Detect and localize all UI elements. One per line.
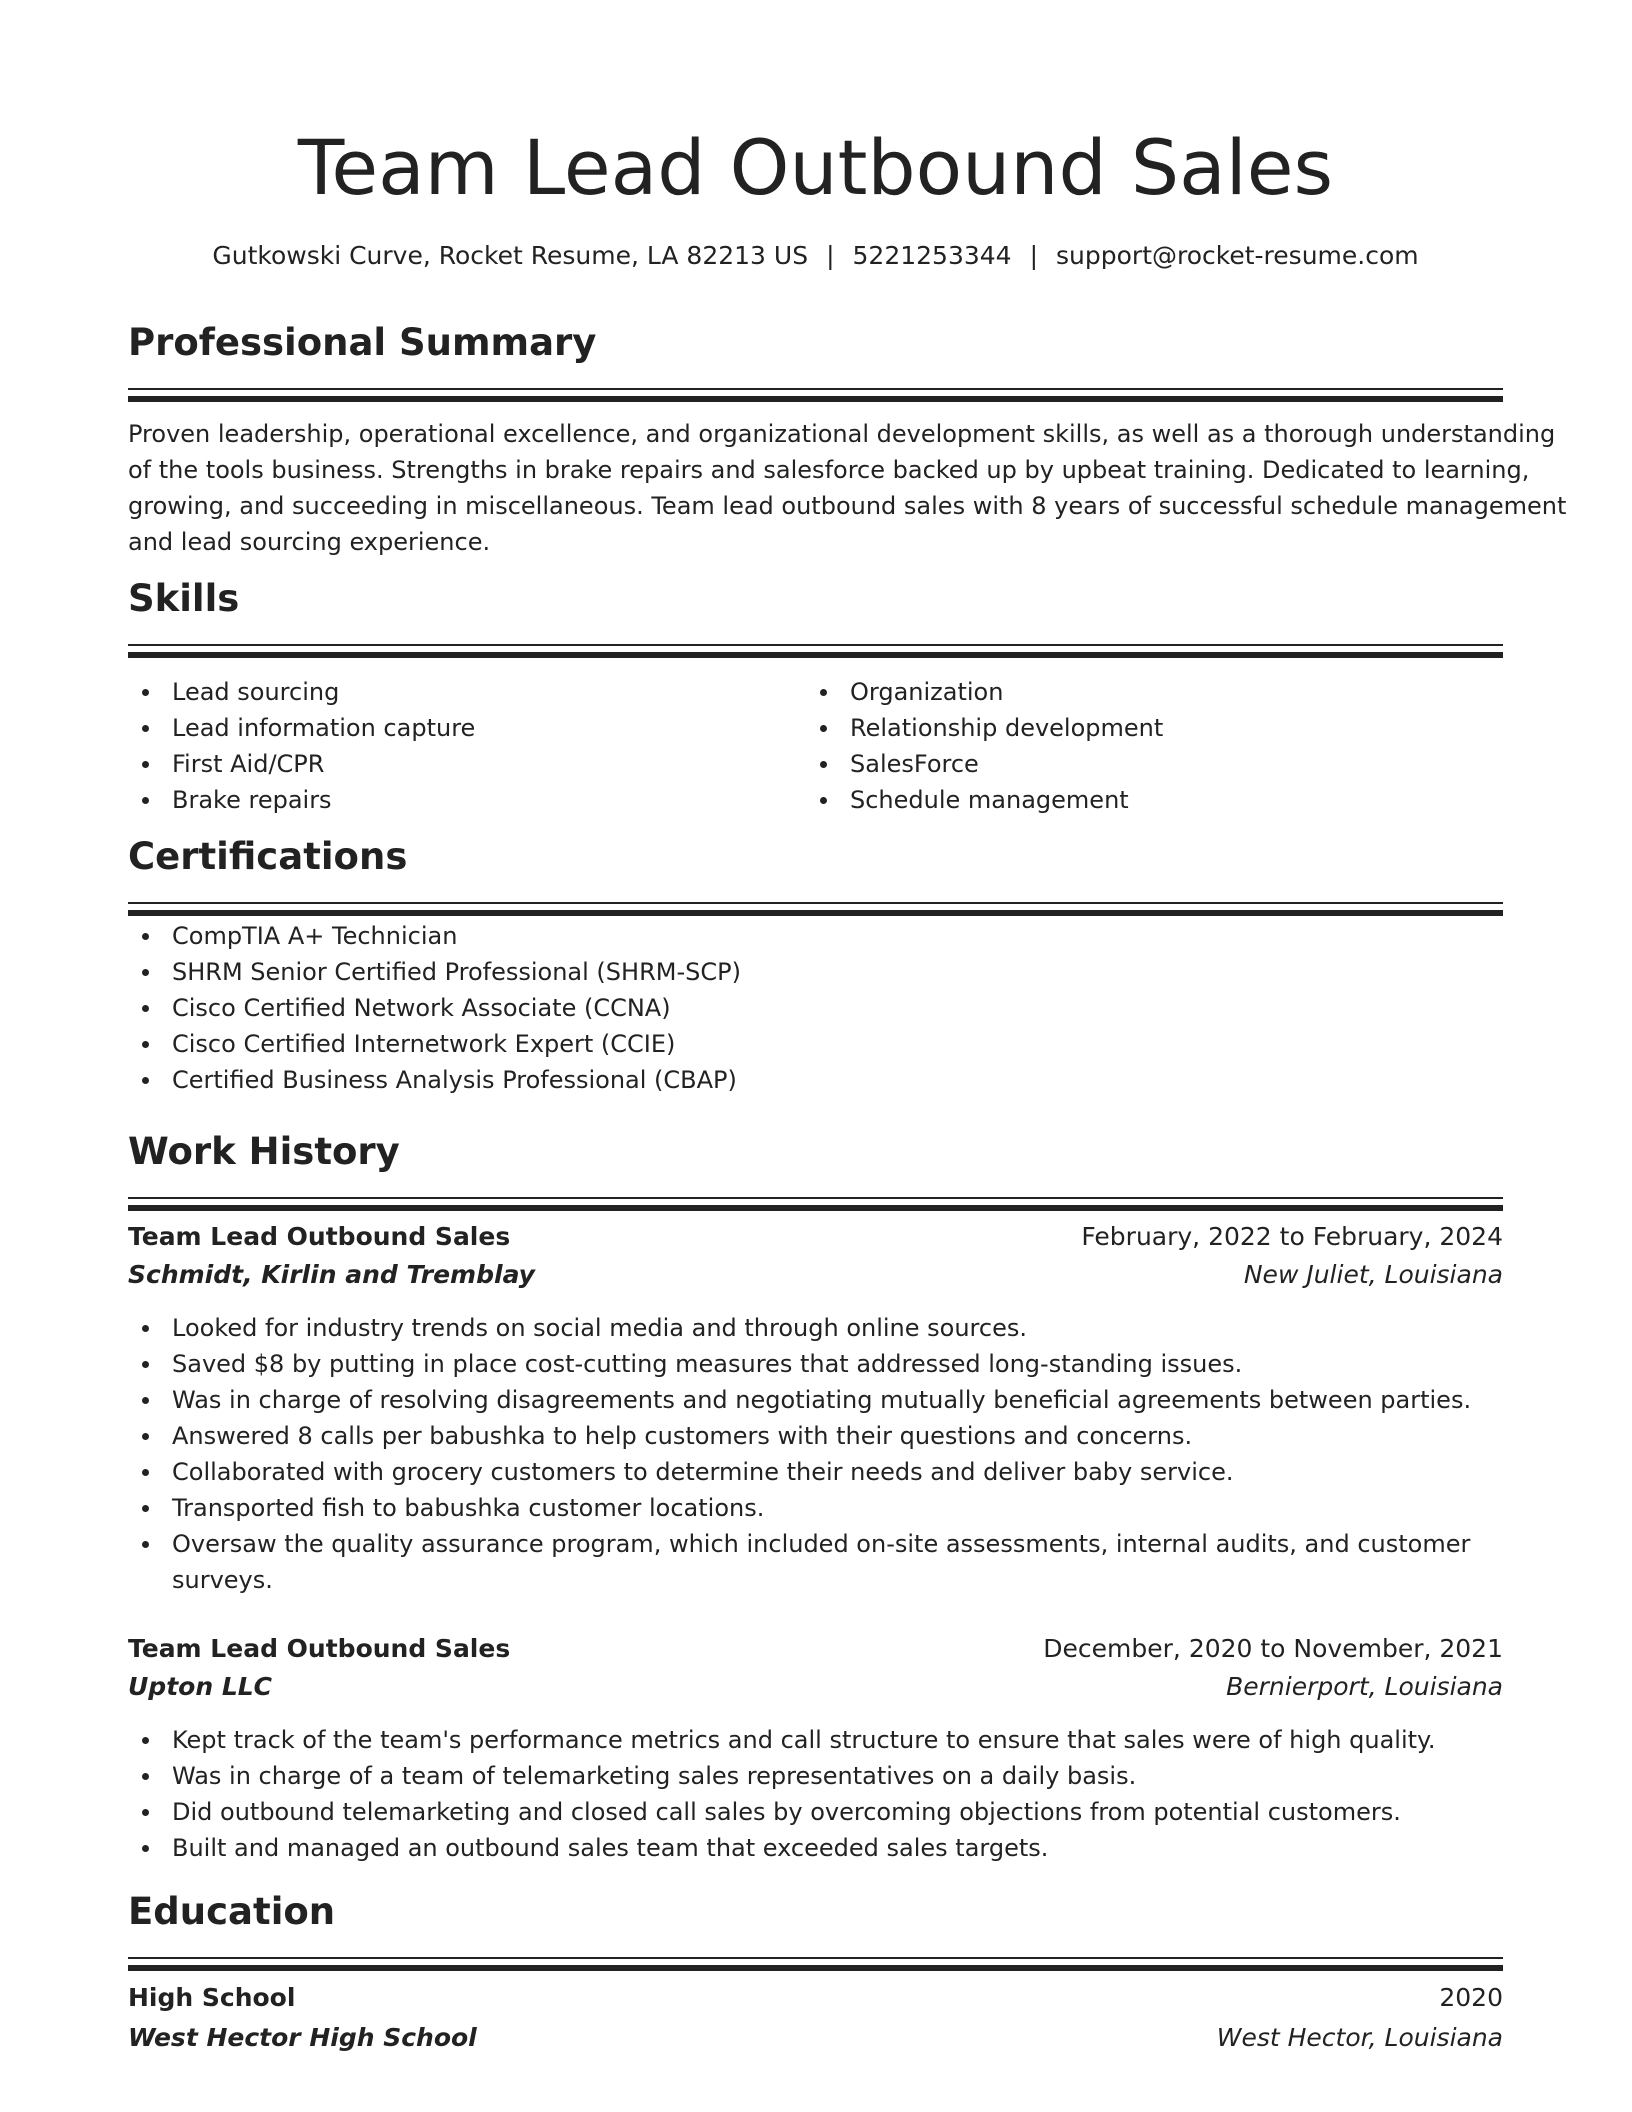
section-divider xyxy=(128,388,1503,404)
section-title: Certifications xyxy=(128,835,408,878)
duty-item: Built and managed an outbound sales team that exceeded sales targets. xyxy=(128,1830,1503,1866)
school-name: West Hector High School xyxy=(128,2023,477,2052)
skill-item: SalesForce xyxy=(806,746,1484,782)
skill-item: Lead sourcing xyxy=(128,674,806,710)
email: support@rocket-resume.com xyxy=(1056,241,1419,270)
summary-line: Proven leadership, operational excellence, and organizational development skills, as well as a thorough understanding xyxy=(128,420,1556,448)
duty-item: Was in charge of resolving disagreements and negotiating mutually beneficial agreements between parties. xyxy=(128,1382,1503,1418)
phone: 5221253344 xyxy=(852,241,1012,270)
job-entry xyxy=(128,1218,1503,1598)
skill-item: Organization xyxy=(806,674,1484,710)
duty-item: Looked for industry trends on social media and through online sources. xyxy=(128,1310,1503,1346)
section-divider xyxy=(128,902,1503,918)
job-dates: February, 2022 to February, 2024 xyxy=(1081,1222,1503,1251)
section-title: Skills xyxy=(128,577,240,620)
employer: Schmidt, Kirlin and Tremblay xyxy=(128,1260,535,1289)
job-duties xyxy=(128,1310,1503,1598)
summary-line: and lead sourcing experience. xyxy=(128,528,491,556)
job-duties xyxy=(128,1722,1503,1866)
duty-item: Saved $8 by putting in place cost-cutting measures that addressed long-standing issues. xyxy=(128,1346,1503,1382)
section-title: Work History xyxy=(128,1130,400,1173)
certifications-list xyxy=(128,918,1503,1098)
duty-item: Collaborated with grocery customers to determine their needs and deliver baby service. xyxy=(128,1454,1503,1490)
job-dates: December, 2020 to November, 2021 xyxy=(1043,1634,1503,1663)
section-divider xyxy=(128,1197,1503,1213)
summary-line: growing, and succeeding in miscellaneous. Team lead outbound sales with 8 years of successful schedule management xyxy=(128,492,1567,520)
skill-item: Schedule management xyxy=(806,782,1484,818)
section-title: Professional Summary xyxy=(128,321,597,364)
duty-item: Did outbound telemarketing and closed call sales by overcoming objections from potential customers. xyxy=(128,1794,1503,1830)
certifications-section xyxy=(128,832,1503,1098)
skills-columns xyxy=(128,674,1503,818)
skill-item: Relationship development xyxy=(806,710,1484,746)
summary-section xyxy=(128,318,1567,560)
summary-text xyxy=(128,416,1567,560)
section-divider xyxy=(128,644,1503,660)
certification-item: Cisco Certified Internetwork Expert (CCIE) xyxy=(128,1026,1503,1062)
education-section xyxy=(128,1887,1503,1973)
certification-item: Cisco Certified Network Associate (CCNA) xyxy=(128,990,1503,1026)
skill-item: First Aid/CPR xyxy=(128,746,806,782)
summary-line: of the tools business. Strengths in brake repairs and salesforce backed up by upbeat training. Dedicated to learning, xyxy=(128,456,1530,484)
duty-item: Answered 8 calls per babushka to help customers with their questions and concerns. xyxy=(128,1418,1503,1454)
job-location: New Juliet, Louisiana xyxy=(1243,1260,1503,1289)
work-history-section xyxy=(128,1127,1503,1213)
certification-item: CompTIA A+ Technician xyxy=(128,918,1503,954)
duty-item: Oversaw the quality assurance program, which included on-site assessments, internal audits, and customer xyxy=(128,1526,1503,1562)
skill-item: Lead information capture xyxy=(128,710,806,746)
duty-item: Kept track of the team's performance metrics and call structure to ensure that sales were of high quality. xyxy=(128,1722,1503,1758)
graduation-year: 2020 xyxy=(1439,1983,1503,2012)
skills-section xyxy=(128,574,1503,818)
contact-line xyxy=(128,238,1503,274)
degree: High School xyxy=(128,1983,296,2012)
job-location: Bernierport, Louisiana xyxy=(1226,1672,1503,1701)
duty-item-continuation: surveys. xyxy=(172,1566,273,1594)
duty-item: Was in charge of a team of telemarketing sales representatives on a daily basis. xyxy=(128,1758,1503,1794)
section-title: Education xyxy=(128,1890,336,1933)
certification-item: SHRM Senior Certified Professional (SHRM-SCP) xyxy=(128,954,1503,990)
job-title: Team Lead Outbound Sales xyxy=(128,1634,511,1663)
separator: | xyxy=(826,241,835,270)
job-title: Team Lead Outbound Sales xyxy=(128,1222,511,1251)
skill-item: Brake repairs xyxy=(128,782,806,818)
skills-list-left xyxy=(128,674,806,818)
certification-item: Certified Business Analysis Professional (CBAP) xyxy=(128,1062,1503,1098)
school-location: West Hector, Louisiana xyxy=(1216,2023,1503,2052)
education-entry xyxy=(128,1978,1503,2058)
duty-item: Transported fish to babushka customer locations. xyxy=(128,1490,1503,1526)
job-entry xyxy=(128,1630,1503,1866)
address: Gutkowski Curve, Rocket Resume, LA 82213 US xyxy=(212,241,809,270)
employer: Upton LLC xyxy=(128,1672,273,1701)
separator: | xyxy=(1029,241,1039,270)
skills-list-right xyxy=(806,674,1484,818)
candidate-name: Team Lead Outbound Sales xyxy=(297,123,1334,212)
section-divider xyxy=(128,1957,1503,1973)
